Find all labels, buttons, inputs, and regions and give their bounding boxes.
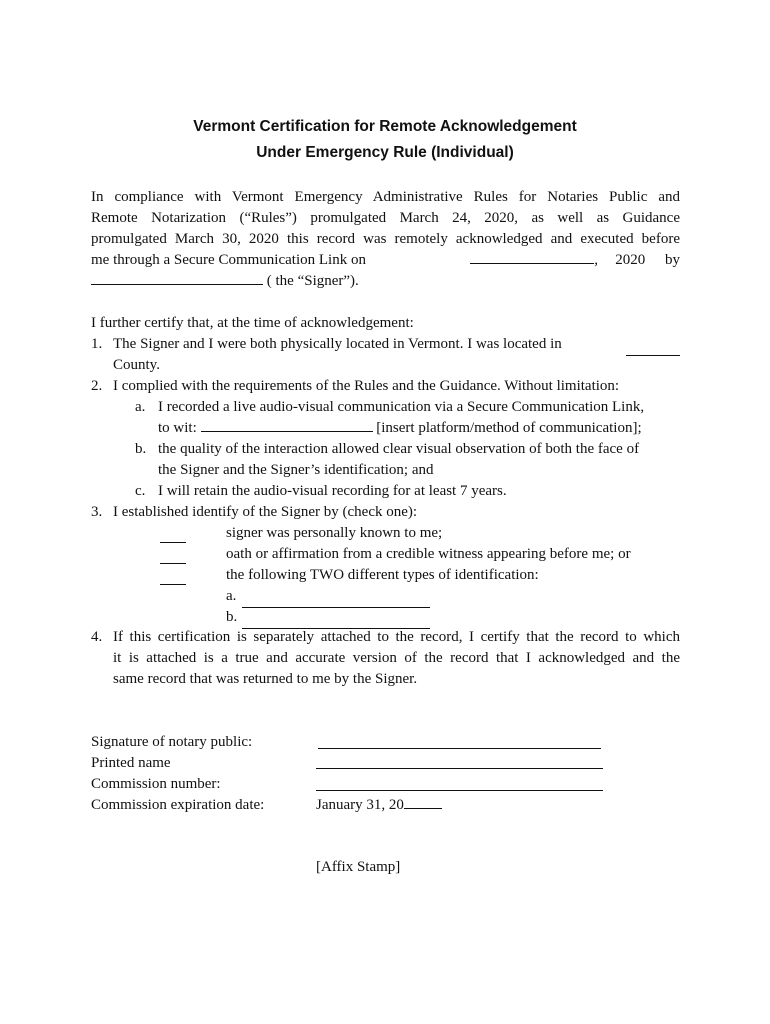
expiration-date-text: January 31, 20 [316, 797, 404, 813]
platform-blank[interactable] [201, 419, 373, 432]
item-4-line-1: If this certification is separately attached to the record, I certify that the record to which [113, 629, 680, 645]
sub-b-line-2: the Signer and the Signer’s identification; and [158, 462, 434, 478]
item-3-text: I established identify of the Signer by (check one): [113, 504, 418, 520]
item-4-line-3: same record that was returned to me by the Signer. [113, 671, 418, 687]
intro-line-4-sep: , [594, 252, 598, 268]
expiration-label: Commission expiration date: [91, 797, 265, 813]
signature-label: Signature of notary public: [91, 734, 253, 750]
item-1-number: 1. [91, 336, 103, 352]
checkbox-two-ids[interactable] [160, 572, 186, 585]
id-b-letter: b. [226, 609, 238, 625]
checkbox-personally-known[interactable] [160, 530, 186, 543]
printed-name-label: Printed name [91, 755, 171, 771]
affix-stamp-label: [Affix Stamp] [316, 859, 401, 875]
item-1-line-1: The Signer and I were both physically located in Vermont. I was located in [113, 336, 562, 352]
sub-b-letter: b. [135, 441, 147, 457]
intro-line-1: In compliance with Vermont Emergency Administrative Rules for Notaries Public and [91, 189, 680, 205]
sub-a-letter: a. [135, 399, 146, 415]
checkbox-credible-witness[interactable] [160, 551, 186, 564]
intro-line-4-end: 2020 by [615, 252, 680, 268]
intro-line-2: Remote Notarization (“Rules”) promulgated March 24, 2020, as well as Guidance [91, 210, 680, 226]
sub-c-text: I will retain the audio-visual recording for at least 7 years. [158, 483, 507, 499]
option-credible-witness: oath or affirmation from a credible witness appearing before me; or [226, 546, 631, 562]
county-blank[interactable] [626, 343, 680, 356]
item-3-number: 3. [91, 504, 103, 520]
intro-line-4 [91, 250, 680, 271]
expiration-value [316, 795, 442, 816]
sub-c-letter: c. [135, 483, 146, 499]
acknowledgement-date-blank[interactable] [470, 251, 594, 264]
item-4-line-2: it is attached is a true and accurate version of the record that I acknowledged and the [113, 650, 680, 666]
option-two-ids: the following TWO different types of identification: [226, 567, 539, 583]
signature-line[interactable] [318, 748, 601, 749]
commission-number-label: Commission number: [91, 776, 221, 792]
intro-line-5 [91, 271, 359, 292]
id-a-letter: a. [226, 588, 237, 604]
sub-a-line-1: I recorded a live audio-visual communication via a Secure Communication Link, [158, 399, 645, 415]
sub-a-line-2 [158, 418, 642, 439]
to-wit-label: to wit: [158, 420, 197, 436]
intro-line-4-start: me through a Secure Communication Link on [91, 252, 366, 268]
title-line-1: Vermont Certification for Remote Acknowledgement [193, 118, 577, 135]
signer-label: ( the “Signer”). [266, 273, 359, 289]
title-line-2: Under Emergency Rule (Individual) [256, 144, 514, 161]
sub-b-line-1: the quality of the interaction allowed clear visual observation of both the face of [158, 441, 640, 457]
platform-hint: [insert platform/method of communication]; [376, 420, 642, 436]
expiration-year-blank[interactable] [404, 796, 442, 809]
certify-heading: I further certify that, at the time of acknowledgement: [91, 315, 414, 331]
intro-line-3: promulgated March 30, 2020 this record was remotely acknowledged and executed before [91, 231, 680, 247]
commission-number-line[interactable] [316, 790, 603, 791]
item-4-number: 4. [91, 629, 103, 645]
option-personally-known: signer was personally known to me; [226, 525, 443, 541]
item-2-number: 2. [91, 378, 103, 394]
item-1-line-2: County. [113, 357, 160, 373]
item-2-text: I complied with the requirements of the Rules and the Guidance. Without limitation: [113, 378, 620, 394]
signer-name-blank[interactable] [91, 272, 263, 285]
id-a-blank[interactable] [242, 595, 430, 608]
printed-name-line[interactable] [316, 768, 603, 769]
